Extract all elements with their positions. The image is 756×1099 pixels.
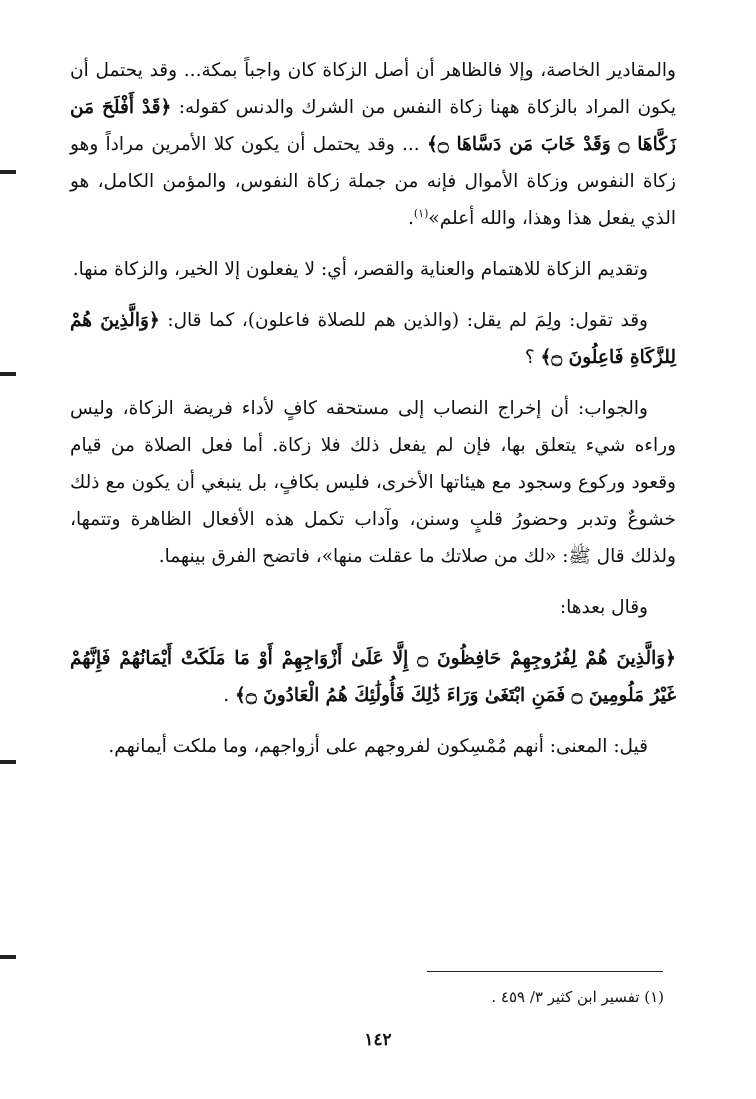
quran-verse-block-end: . [223, 685, 230, 706]
quran-verse-2: ﴿وَالَّذِينَ هُمْ لِلزَّكَاةِ فَاعِلُونَ ۝﴾ [70, 310, 676, 368]
footnote-divider [427, 971, 663, 972]
quran-verse-block [70, 640, 676, 714]
paragraph-7: قيل: المعنى: أنهم مُمْسِكون لفروجهم على أزواجهم، وما ملكت أيمانهم. [108, 736, 648, 757]
margin-mark [0, 760, 16, 764]
footnote-text: (١) تفسير ابن كثير ٣/ ٤٥٩ . [491, 988, 664, 1006]
quran-verse-1: ﴿قَدْ أَفْلَحَ مَن زَكَّاهَا ۝ وَقَدْ خَابَ مَن دَسَّاهَا ۝﴾ [70, 97, 676, 155]
paragraph-1-text: والمقادير الخاصة، وإلا فالظاهر أن أصل الزكاة كان واجباً بمكة... وقد يحتمل أن يكون المراد بالزكاة ههنا زكاة النفس من الشرك والدنس كقوله: [70, 60, 676, 118]
footnote-reference[interactable]: (١) [413, 206, 429, 220]
margin-mark [0, 170, 16, 174]
paragraph-4: والجواب: أن إخراج النصاب إلى مستحقه كافٍ لأداء فريضة الزكاة، وليس وراءه شيء يتعلق بها، فإن لم يفعل ذلك فلا زكاة. أما فعل الصلاة من قيام وقعود وركوع وسجود مع هيئاتها الأخرى، فليس بكافٍ، بل ينبغي أن يكون مع ذلك خشوعٌ وتدبر وحضورُ قلبٍ وسنن، وآداب تكمل هذه الأفعال الظاهرة وتتمها، ولذلك قال ﷺ: «لك من صلاتك ما عقلت منها»، فاتضح الفرق بينهما. [70, 398, 676, 567]
paragraph-1-end: . [407, 208, 414, 229]
paragraph-3-end: ؟ [524, 347, 535, 368]
paragraph-3-text: وقد تقول: ولِمَ لم يقل: (والذين هم للصلاة فاعلون)، كما قال: [167, 310, 648, 331]
paragraph-3 [70, 302, 676, 376]
margin-mark [0, 955, 16, 959]
paragraph-5: وقال بعدها: [559, 597, 648, 618]
paragraph-1-continued: ... وقد يحتمل أن يكون كلا الأمرين مراداً وهو زكاة النفوس وزكاة الأموال فإنه من جملة زكاة النفوس، والمؤمن الكامل، هو الذي يفعل هذا وهذا، والله أعلم» [70, 134, 676, 229]
paragraph-2: وتقديم الزكاة للاهتمام والعناية والقصر، أي: لا يفعلون إلا الخير، والزكاة منها. [72, 259, 648, 280]
quran-verse-3: ﴿وَالَّذِينَ هُمْ لِفُرُوجِهِمْ حَافِظُونَ ۝ إِلَّا عَلَىٰ أَزْوَاجِهِمْ أَوْ مَا مَلَكَتْ أَيْمَانُهُمْ فَإِنَّهُمْ غَيْرُ مَلُومِينَ ۝ فَمَنِ ابْتَغَىٰ وَرَاءَ ذَٰلِكَ فَأُولَٰئِكَ هُمُ الْعَادُونَ ۝﴾ [70, 648, 676, 706]
paragraph-1 [70, 52, 676, 237]
page-number: ١٤٢ [364, 1030, 392, 1050]
margin-mark [0, 372, 16, 376]
page-body [70, 52, 676, 765]
